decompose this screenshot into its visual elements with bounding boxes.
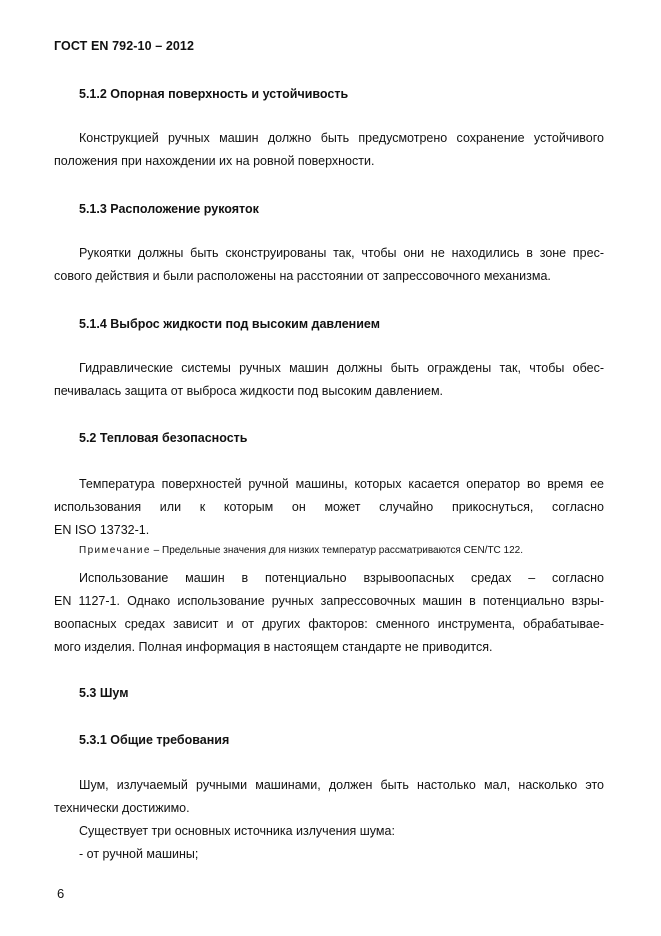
- text-line: положения при нахождении их на ровной поверхности.: [54, 154, 375, 168]
- text-line: Шум, излучаемый ручными машинами, должен быть настолько мал, насколько это: [79, 778, 604, 792]
- paragraph-5-2: [54, 473, 604, 542]
- text-line: технически достижимо.: [54, 801, 190, 815]
- paragraph-5-1-3: [54, 242, 604, 288]
- heading-5-3-1: 5.3.1 Общие требования: [79, 733, 230, 747]
- heading-5-1-2: 5.1.2 Опорная поверхность и устойчивость: [79, 87, 349, 101]
- text-line: Гидравлические системы ручных машин должны быть ограждены так, чтобы обес-: [79, 361, 604, 375]
- paragraph-5-1-4: [54, 357, 604, 403]
- text-line: Рукоятки должны быть сконструированы так, чтобы они не находились в зоне прес-: [79, 246, 604, 260]
- heading-5-2: 5.2 Тепловая безопасность: [79, 431, 248, 445]
- paragraph-5-3-1: [54, 774, 604, 866]
- text-line: печивалась защита от выброса жидкости под высоким давлением.: [54, 384, 444, 398]
- text-line: использования или к которым он может случайно прикоснуться, согласно: [54, 500, 604, 514]
- text-line: сового действия и были расположены на расстоянии от запрессовочного механизма.: [54, 269, 551, 283]
- note-text: – Предельные значения для низких температур рассматриваются CEN/TC 122.: [150, 545, 524, 556]
- text-line: EN ISO 13732-1.: [54, 523, 150, 537]
- text-line: Температура поверхностей ручной машины, которых касается оператор во время ее: [79, 477, 604, 491]
- note-label: Примечание: [79, 545, 151, 556]
- text-line: воопасных средах зависит и от других факторов: сменного инструмента, обрабатывае-: [54, 617, 604, 631]
- text-line: - от ручной машины;: [79, 847, 199, 861]
- paragraph-5-2-explosive: [54, 567, 604, 659]
- page-number: 6: [57, 886, 65, 901]
- text-line: Существует три основных источника излучения шума:: [79, 824, 395, 838]
- heading-5-1-4: 5.1.4 Выброс жидкости под высоким давлением: [79, 317, 380, 331]
- document-header: ГОСТ EN 792-10 – 2012: [54, 39, 195, 53]
- paragraph-5-1-2: [54, 127, 604, 173]
- heading-5-1-3: 5.1.3 Расположение рукояток: [79, 202, 259, 216]
- heading-5-3: 5.3 Шум: [79, 686, 129, 700]
- text-line: мого изделия. Полная информация в настоящем стандарте не приводится.: [54, 640, 493, 654]
- text-line: EN 1127-1. Однако использование ручных запрессовочных машин в потенциально взры-: [54, 594, 604, 608]
- text-line: Использование машин в потенциально взрывоопасных средах – согласно: [79, 571, 604, 585]
- text-line: Конструкцией ручных машин должно быть предусмотрено сохранение устойчивого: [79, 131, 604, 145]
- note: [79, 545, 523, 556]
